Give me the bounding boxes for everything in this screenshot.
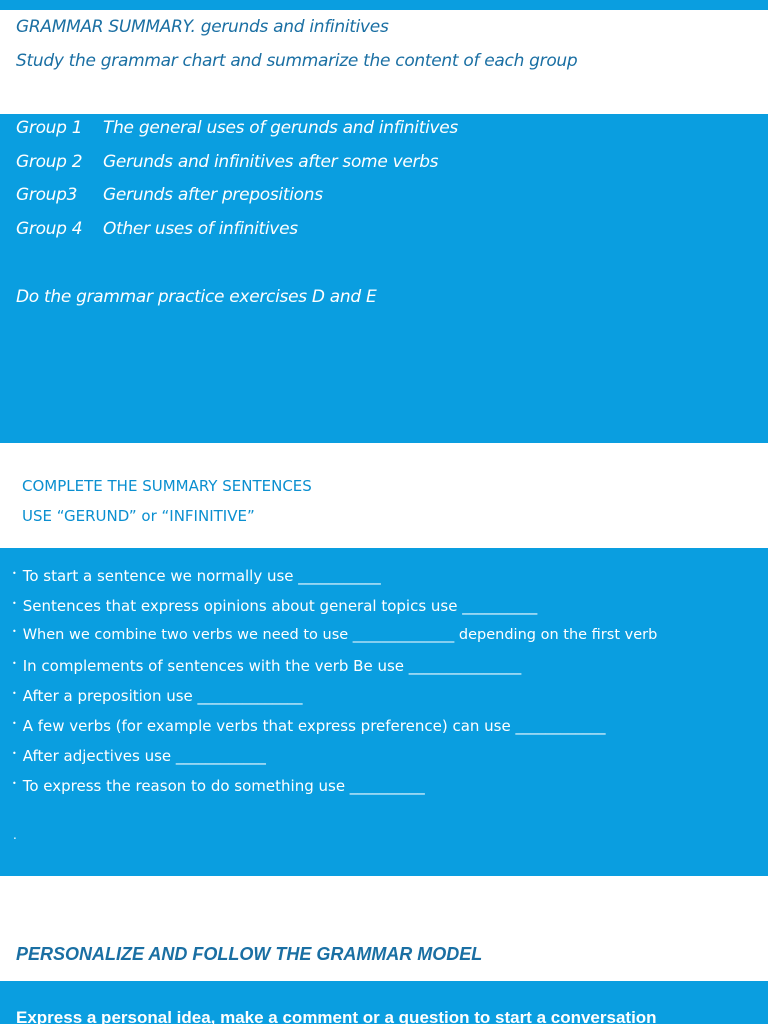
practice-instruction: Do the grammar practice exercises D and E (16, 287, 377, 307)
group-label: Group3 (16, 185, 78, 205)
sentence-text: In complements of sentences with the verb Be use _______________ (22, 657, 522, 675)
group-label: Group 1 (16, 118, 83, 138)
sentence-text: A few verbs (for example verbs that express preference) can use ____________ (22, 717, 606, 735)
summary-heading: COMPLETE THE SUMMARY SENTENCES (22, 477, 312, 495)
instruction-text: Study the grammar chart and summarize the content of each group (16, 51, 578, 71)
sentence-text: To express the reason to do something use __________ (22, 777, 425, 795)
sentence-text: After a preposition use ______________ (22, 687, 303, 705)
top-accent-strip (0, 0, 768, 10)
sentence-text: When we combine two verbs we need to use ______________ depending on the first verb (22, 627, 658, 643)
group-description: Gerunds after prepositions (103, 185, 323, 205)
bullet-icon: • (12, 659, 17, 668)
list-item (12, 567, 381, 585)
bullet-icon: • (12, 569, 17, 578)
sentence-text: After adjectives use ____________ (22, 747, 266, 765)
list-item (12, 657, 521, 675)
bullet-icon: • (12, 689, 17, 698)
list-item (12, 687, 303, 705)
personalize-heading: PERSONALIZE AND FOLLOW THE GRAMMAR MODEL (16, 944, 483, 964)
group-description: The general uses of gerunds and infinitives (103, 118, 458, 138)
group-label: Group 2 (16, 152, 83, 172)
bullet-icon: • (12, 719, 17, 728)
list-item (12, 717, 605, 735)
list-item (12, 747, 266, 765)
sentence-text: Sentences that express opinions about general topics use __________ (22, 597, 538, 615)
page-title: GRAMMAR SUMMARY. gerunds and infinitives (16, 17, 389, 37)
bullet-icon: • (12, 779, 17, 788)
express-instruction: Express a personal idea, make a comment or a question to start a conversation (16, 1008, 657, 1027)
stray-mark: . (13, 828, 17, 842)
group-label: Group 4 (16, 219, 83, 239)
list-item (12, 777, 425, 795)
bullet-icon: • (12, 749, 17, 758)
summary-subheading: USE “GERUND” or “INFINITIVE” (22, 507, 255, 525)
sentence-text: To start a sentence we normally use ___________ (22, 567, 381, 585)
group-description: Other uses of infinitives (103, 219, 298, 239)
group-description: Gerunds and infinitives after some verbs (103, 152, 439, 172)
bullet-icon: • (12, 599, 17, 608)
list-item (12, 627, 657, 643)
list-item (12, 597, 537, 615)
bullet-icon: • (12, 627, 17, 636)
